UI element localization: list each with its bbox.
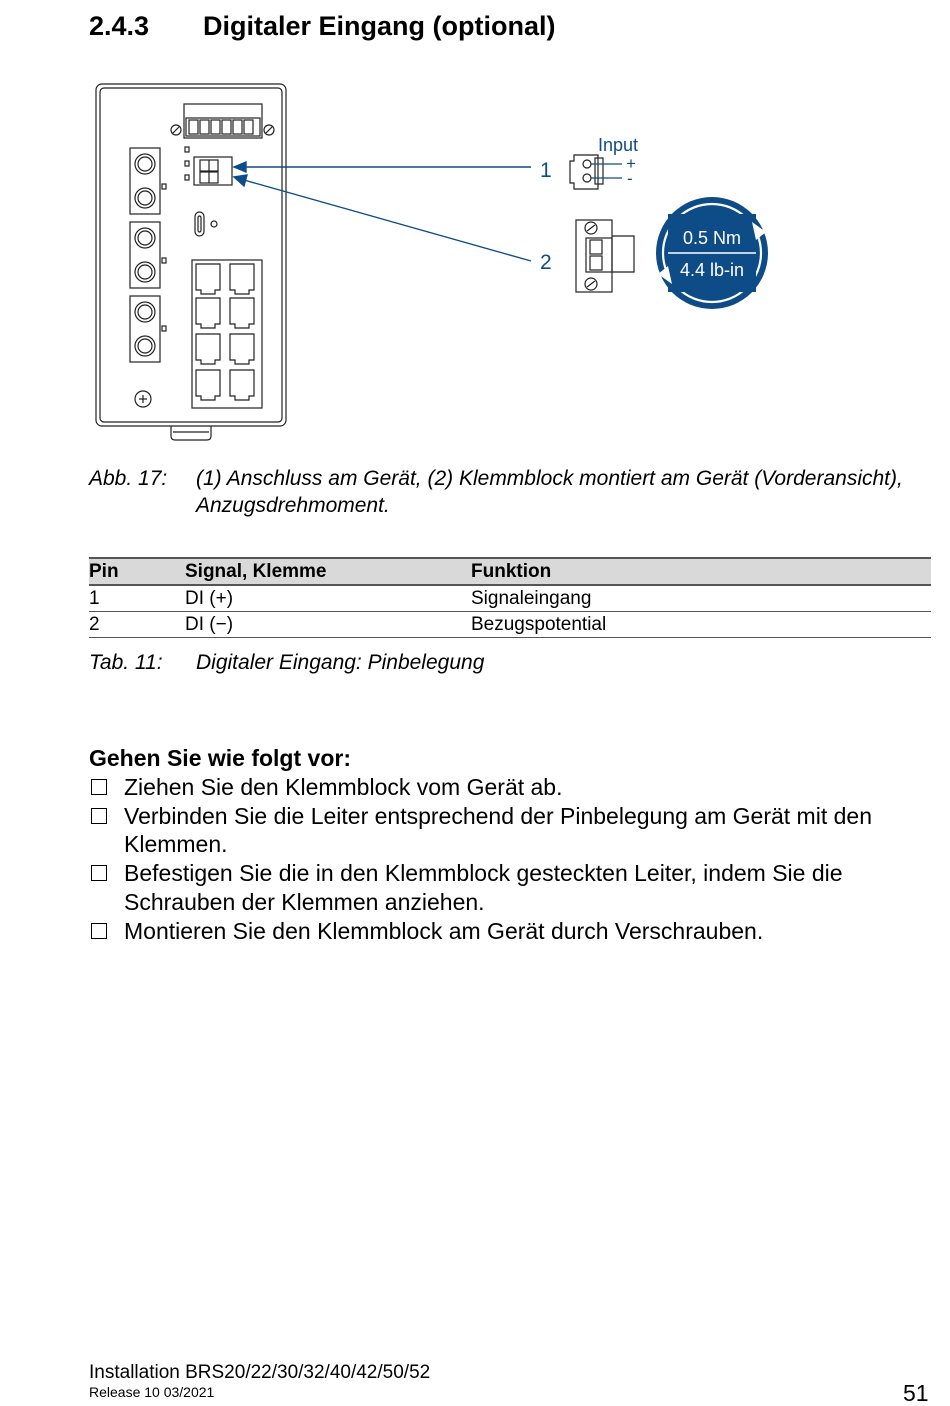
table-row bbox=[89, 585, 931, 612]
table-header-function: Funktion bbox=[471, 558, 931, 585]
figure-caption-text: (1) Anschluss am Gerät, (2) Klemmblock montiert am Gerät (Vorderansicht), Anzugsdrehmoment. bbox=[196, 467, 903, 517]
list-item bbox=[89, 802, 939, 859]
torque-icon bbox=[656, 197, 768, 309]
page-footer bbox=[89, 1362, 430, 1401]
section-number: 2.4.3 bbox=[89, 11, 150, 41]
table-header-row bbox=[89, 558, 931, 585]
page-number: 51 bbox=[903, 1380, 929, 1406]
table-cell: DI (−) bbox=[185, 612, 471, 638]
step-text: Ziehen Sie den Klemmblock vom Gerät ab. bbox=[124, 774, 563, 800]
step-text: Verbinden Sie die Leiter entsprechend der Pinbelegung am Gerät mit den Klemmen. bbox=[124, 802, 872, 858]
footer-release: Release 10 03/2021 bbox=[89, 1384, 215, 1400]
table-cell: 1 bbox=[89, 585, 185, 612]
rj45-ports bbox=[196, 264, 254, 400]
table-cell: Signaleingang bbox=[471, 585, 931, 612]
torque-lbin-label: 4.4 lb-in bbox=[679, 260, 745, 280]
table-caption-text: Digitaler Eingang: Pinbelegung bbox=[196, 651, 485, 674]
figure-device-diagram bbox=[0, 0, 950, 450]
steps-list bbox=[89, 773, 939, 945]
checkbox-icon bbox=[91, 923, 107, 939]
input-label: Input bbox=[598, 135, 639, 155]
table-header-pin: Pin bbox=[89, 558, 185, 585]
callout-lines bbox=[234, 162, 531, 261]
mounted-terminal-block bbox=[576, 220, 634, 292]
table-cell: DI (+) bbox=[185, 585, 471, 612]
minus-label: - bbox=[627, 169, 633, 188]
table-caption bbox=[89, 649, 919, 676]
callout-label-1: 1 bbox=[540, 159, 552, 182]
figure-caption-label: Abb. 17: bbox=[89, 467, 168, 490]
terminal-block-icon bbox=[570, 155, 603, 189]
step-text: Montieren Sie den Klemmblock am Gerät durch Verschrauben. bbox=[124, 917, 764, 944]
checkbox-icon bbox=[91, 865, 107, 881]
plus-label: + bbox=[626, 154, 636, 173]
torque-nm-label: 0.5 Nm bbox=[682, 228, 742, 248]
checkbox-icon bbox=[91, 779, 107, 795]
checkbox-icon bbox=[91, 808, 107, 824]
table-cell: 2 bbox=[89, 612, 185, 638]
figure-caption bbox=[89, 465, 919, 519]
table-caption-label: Tab. 11: bbox=[89, 651, 163, 674]
steps-title: Gehen Sie wie folgt vor: bbox=[89, 745, 351, 771]
section-title: Digitaler Eingang (optional) bbox=[203, 11, 556, 41]
list-item bbox=[89, 917, 939, 946]
step-text: Befestigen Sie die in den Klemmblock gesteckten Leiter, indem Sie die Schrauben der Klemmen anziehen. bbox=[124, 860, 843, 915]
table-row bbox=[89, 612, 931, 638]
table-cell: Bezugspotential bbox=[471, 612, 931, 638]
table-header-signal: Signal, Klemme bbox=[185, 558, 471, 585]
list-item bbox=[89, 859, 939, 916]
list-item bbox=[89, 773, 939, 802]
footer-doc-title: Installation BRS20/22/30/32/40/42/50/52 bbox=[89, 1362, 431, 1383]
device-front-view bbox=[96, 84, 286, 440]
callout-label-2: 2 bbox=[540, 251, 552, 274]
pin-assignment-table bbox=[89, 557, 931, 638]
